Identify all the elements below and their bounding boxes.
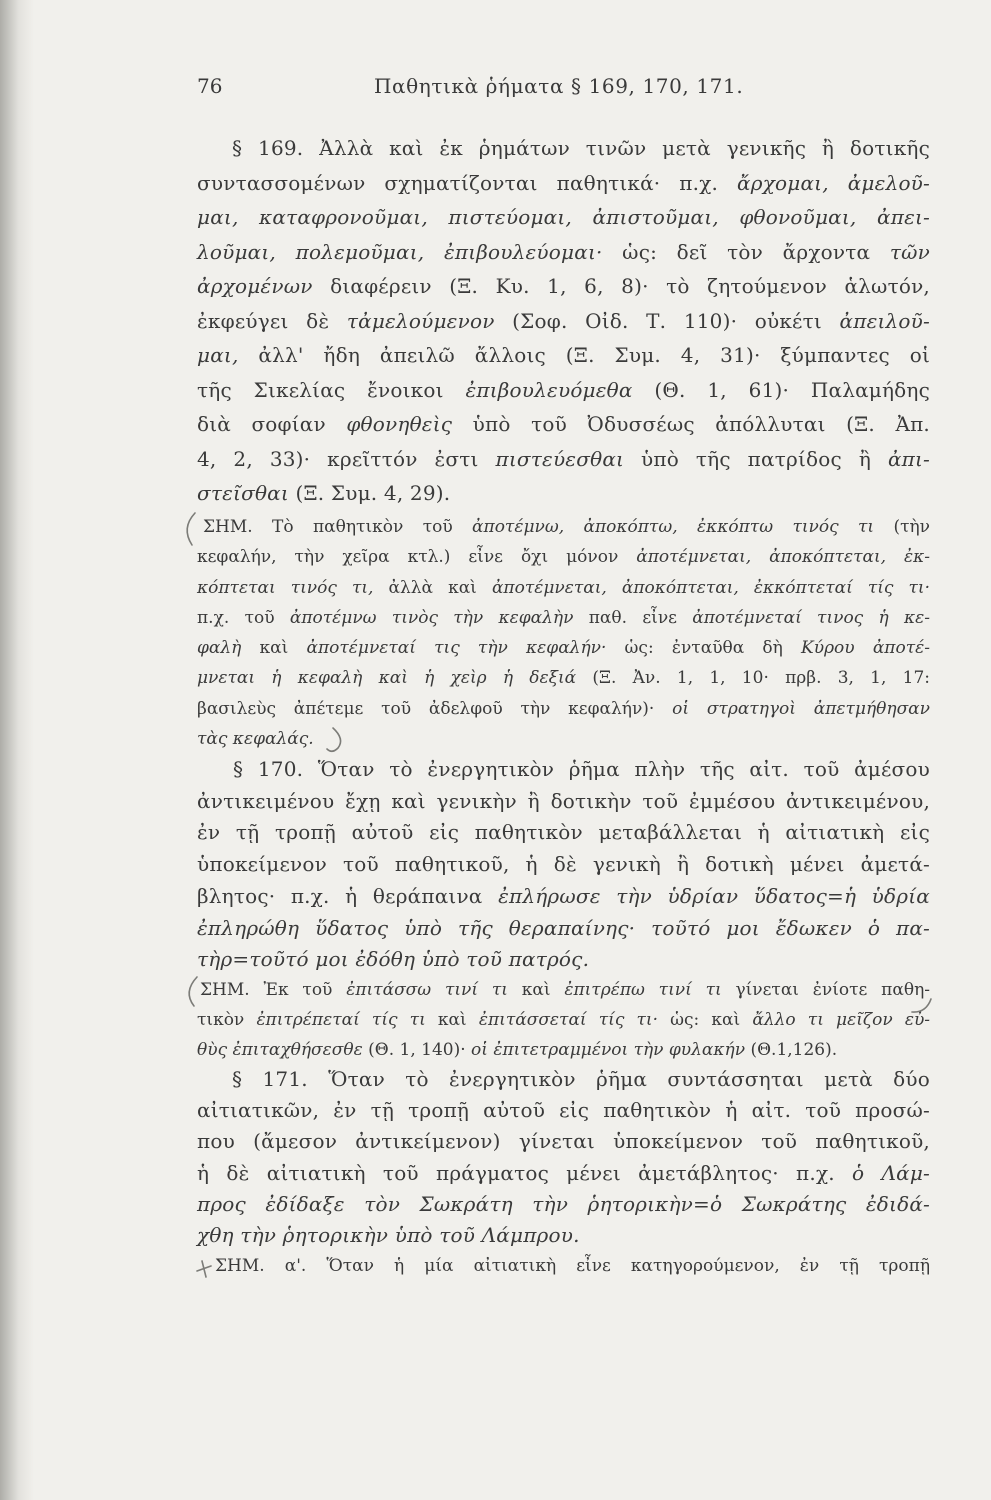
text-line (197, 849, 930, 881)
text-run: ὑποκείμενον τοῦ παθητικοῦ, ἡ δὲ γενικὴ ἢ δοτικὴ μένει ἀμετά- (197, 852, 930, 877)
text-run: ὑπὸ τοῦ Ὀδυσσέως ἀπόλλυται (Ξ. Ἀπ. (452, 412, 930, 436)
italic-text-run: ἄρχομαι, ἀμελοῦ- (737, 170, 931, 195)
italic-text-run: ἐπιβουλευόμεθα (465, 377, 633, 402)
running-title: Παθητικὰ ῥήματα § 169, 170, 171. (374, 74, 744, 98)
italic-text-run: ἀποτέμνεται, ἀποκόπτεται, ἐκ- (636, 547, 931, 568)
text-line (197, 1035, 930, 1065)
text-run: τικὸν (197, 1010, 257, 1030)
text-run: (Ξ. Συμ. 4, 29). (288, 481, 451, 505)
italic-text-run: ἀποτέμνεται, ἀποκόπτεται, ἐκκόπτεταί τίς τι· (491, 577, 931, 598)
italic-text-run: ἐπιτάσσεταί τίς τι· (478, 1010, 658, 1030)
text-line (197, 1158, 930, 1189)
text-run: που (ἄμεσον ἀντικείμενον) γίνεται ὑποκείμενον τοῦ παθητικοῦ, (197, 1129, 930, 1154)
text-run: διὰ σοφίαν (197, 412, 347, 436)
text-line (197, 1005, 930, 1035)
text-run: ΣΗΜ. Ἐκ τοῦ (200, 980, 347, 1000)
text-line (197, 1095, 930, 1126)
italic-text-run: τὰς κεφαλάς. (197, 729, 314, 750)
italic-text-run: ἀποτέμνω τινὸς τὴν κεφαλὴν (289, 607, 574, 628)
text-run: § 169. Ἀλλὰ καὶ ἐκ ῥημάτων τινῶν μετὰ γενικῆς ἢ δοτικῆς (232, 136, 930, 160)
text-line (197, 1064, 930, 1095)
text-run: αἰτιατικῶν, ἐν τῇ τροπῇ αὐτοῦ εἰς παθητικὸν ἡ αἰτ. τοῦ προσώ- (197, 1098, 930, 1123)
text-run: συντασσομένων σχηματίζονται παθητικά· π.χ. (197, 170, 738, 195)
text-line (197, 512, 930, 542)
note-171-a (197, 1251, 930, 1282)
italic-text-run: ἀπειλοῦ- (839, 308, 930, 333)
text-run: βασιλεὺς ἀπέτεμε τοῦ ἀδελφοῦ τὴν κεφαλήν)· (197, 698, 673, 719)
text-run: ὡς: δεῖ τὸν ἄρχοντα (602, 239, 890, 264)
text-run: διαφέρειν (Ξ. Κυ. 1, 6, 8)· τὸ ζητούμενον ἁλωτόν, (312, 274, 930, 298)
text-line (197, 269, 930, 304)
note-170 (197, 975, 930, 1065)
italic-text-run: κόπτεται τινός τι, (197, 577, 374, 598)
italic-text-run: ὁ Σωκράτης ἐδιδά- (710, 1191, 930, 1216)
italic-text-run: ἡ ὑδρία (843, 883, 930, 908)
italic-text-run: πιστεύεσθαι (495, 446, 625, 471)
text-run: (Θ. 1, 61)· Παλαμήδης (632, 377, 930, 402)
text-line (197, 235, 930, 270)
section-171 (197, 1064, 930, 1251)
text-line (197, 663, 930, 693)
text-line (197, 476, 930, 511)
italic-text-run: στεῖσθαι (197, 481, 289, 505)
text-line (197, 786, 930, 818)
text-line (197, 817, 930, 849)
italic-text-run: μαι, (197, 343, 239, 367)
binding-shadow (0, 0, 34, 1500)
italic-text-run: ἀρχομένων (197, 274, 313, 298)
text-run: (Θ. 1, 140)· (362, 1040, 472, 1060)
italic-text-run: ἐπλήρωσε τὴν ὑδρίαν ὕδατος (498, 883, 827, 908)
italic-text-run: ἐπιτάσσω τινί τι (346, 980, 508, 1000)
text-run: ὡς: καὶ (658, 1010, 753, 1030)
italic-text-run: ὁ Λάμ- (852, 1160, 930, 1185)
italic-text-run: ἐπιτρέπω τινί τι (564, 980, 722, 1000)
italic-text-run: μαι, καταφρονοῦμαι, πιστεύομαι, ἀπιστοῦμαι, φθονοῦμαι, ἀπει- (197, 205, 930, 229)
text-line (197, 881, 930, 913)
text-line (197, 603, 930, 633)
text-line (197, 944, 930, 976)
italic-text-run: ἀποτέμνεταί τινος ἡ κε- (692, 607, 930, 628)
text-line (197, 754, 930, 786)
text-line (197, 1126, 930, 1157)
text-line (197, 200, 930, 235)
italic-text-run: τῶν (889, 239, 930, 264)
text-run: ΣΗΜ. α'. Ὅταν ἡ μία αἰτιατικὴ εἶνε κατηγορούμενον, ἐν τῇ τροπῇ (215, 1256, 930, 1276)
text-run: = (826, 883, 844, 908)
text-run: ΣΗΜ. Τὸ παθητικὸν τοῦ (203, 517, 473, 537)
text-run: ὑπὸ τῆς πατρίδος ἢ (624, 446, 888, 471)
text-line (197, 1189, 930, 1220)
text-run: τῆς Σικελίας ἔνοικοι (197, 377, 466, 402)
text-run: ἀντικειμένου ἔχῃ καὶ γενικὴν ἢ δοτικὴν τοῦ ἐμμέσου ἀντικειμένου, (197, 788, 930, 813)
italic-text-run: ἐπιτρέπεταί τίς τι (256, 1010, 426, 1030)
italic-text-run: θὺς ἐπιταχθήσεσθε (197, 1040, 363, 1060)
italic-text-run: οἱ ἐπιτετραμμένοι τὴν φυλακήν (471, 1040, 746, 1060)
text-run: (Ξ. Ἀν. 1, 1, 10· πρβ. 3, 1, 17: (576, 668, 930, 689)
text-line (197, 542, 930, 572)
italic-text-run: τἀμελούμενον (346, 308, 495, 333)
text-run: = (232, 947, 250, 972)
italic-text-run: προς ἐδίδαξε τὸν Σωκράτη τὴν ῥητορικὴν (197, 1191, 694, 1216)
italic-text-run: φαλὴ (197, 638, 242, 659)
text-line (197, 166, 930, 201)
text-line (197, 724, 930, 754)
text-line (197, 913, 930, 945)
text-run: π.χ. τοῦ (197, 607, 290, 628)
text-run: καὶ (425, 1010, 479, 1030)
section-169 (197, 131, 930, 511)
text-line (197, 338, 930, 373)
text-run: § 170. Ὅταν τὸ ἐνεργητικὸν ῥῆμα πλὴν τῆς αἰτ. τοῦ ἀμέσου (233, 757, 930, 781)
text-run: παθ. εἶνε (573, 607, 693, 628)
text-line (197, 442, 930, 477)
italic-text-run: τὴρ (197, 947, 233, 972)
italic-text-run: χθη τὴν ῥητορικὴν ὑπὸ τοῦ Λάμπρου. (197, 1223, 580, 1248)
text-line (197, 694, 930, 724)
text-line (197, 131, 930, 166)
text-line (197, 1251, 930, 1282)
text-run: § 171. Ὅταν τὸ ἐνεργητικὸν ῥῆμα συντάσσηται μετὰ δύο (232, 1067, 930, 1091)
text-run: (Θ.1,126). (745, 1040, 838, 1060)
text-run: ἐκφεύγει δὲ (197, 308, 347, 333)
italic-text-run: ἀποτέμνεταί τις τὴν κεφαλήν· (306, 638, 607, 659)
italic-text-run: Κύρου ἀποτέ- (801, 638, 930, 659)
text-line (197, 407, 930, 442)
text-run: ἀλλ' ἤδη ἀπειλῶ ἄλλοις (Ξ. Συμ. 4, 31)· ξύμπαντες οἱ (238, 343, 930, 367)
text-run: καὶ (241, 638, 307, 659)
text-run: ἐν τῇ τροπῇ αὐτοῦ εἰς παθητικὸν μεταβάλλεται ἡ αἰτιατικὴ εἰς (197, 820, 930, 845)
italic-text-run: ἄλλο τι μεῖζον εὐ- (752, 1010, 931, 1030)
text-run: 4, 2, 33)· κρεῖττόν ἐστι (197, 446, 496, 471)
italic-text-run: τοῦτό μοι ἐδόθη ὑπὸ τοῦ πατρός. (249, 947, 590, 972)
text-run: ἡ δὲ αἰτιατικὴ τοῦ πράγματος μένει ἀμετάβλητος· π.χ. (197, 1160, 853, 1185)
italic-text-run: οἱ στρατηγοὶ ἀπετμήθησαν (672, 698, 930, 719)
italic-text-run: φθονηθεὶς (346, 412, 453, 436)
text-run: γίνεται ἐνίοτε παθη- (721, 980, 931, 1000)
text-run: καὶ (507, 980, 565, 1000)
italic-text-run: ἀπι- (887, 446, 930, 471)
text-run: (τὴν (874, 517, 930, 537)
italic-text-run: ἐπληρώθη ὕδατος ὑπὸ τῆς θεραπαίνης· τοῦτό μοι ἔδωκεν ὁ πα- (197, 915, 930, 940)
text-run: βλητος· π.χ. ἡ θεράπαινα (197, 883, 499, 908)
italic-text-run: ἀποτέμνω, ἀποκόπτω, ἐκκόπτω τινός τι (472, 517, 875, 537)
text-line (197, 304, 930, 339)
text-run: (Σοφ. Οἰδ. Τ. 110)· οὐκέτι (494, 308, 840, 333)
text-run: κεφαλήν, τὴν χεῖρα κτλ.) εἶνε ὄχι μόνον (197, 547, 637, 568)
note-169 (197, 512, 930, 754)
text-line (197, 573, 930, 603)
text-line (197, 1220, 930, 1251)
pencil-open-bracket-mark (189, 977, 197, 1006)
page-number: 76 (197, 74, 223, 98)
section-170 (197, 754, 930, 976)
text-line (197, 633, 930, 663)
pencil-open-bracket-mark (187, 513, 195, 545)
text-run: = (693, 1191, 711, 1216)
text-line (197, 975, 930, 1005)
italic-text-run: μνεται ἡ κεφαλὴ καὶ ἡ χεὶρ ἡ δεξιά (197, 668, 577, 689)
text-run: ὡς: ἐνταῦθα δὴ (606, 638, 802, 659)
italic-text-run: λοῦμαι, πολεμοῦμαι, ἐπιβουλεύομαι· (197, 239, 603, 264)
text-run: ἀλλὰ καὶ (373, 577, 492, 598)
text-line (197, 373, 930, 408)
